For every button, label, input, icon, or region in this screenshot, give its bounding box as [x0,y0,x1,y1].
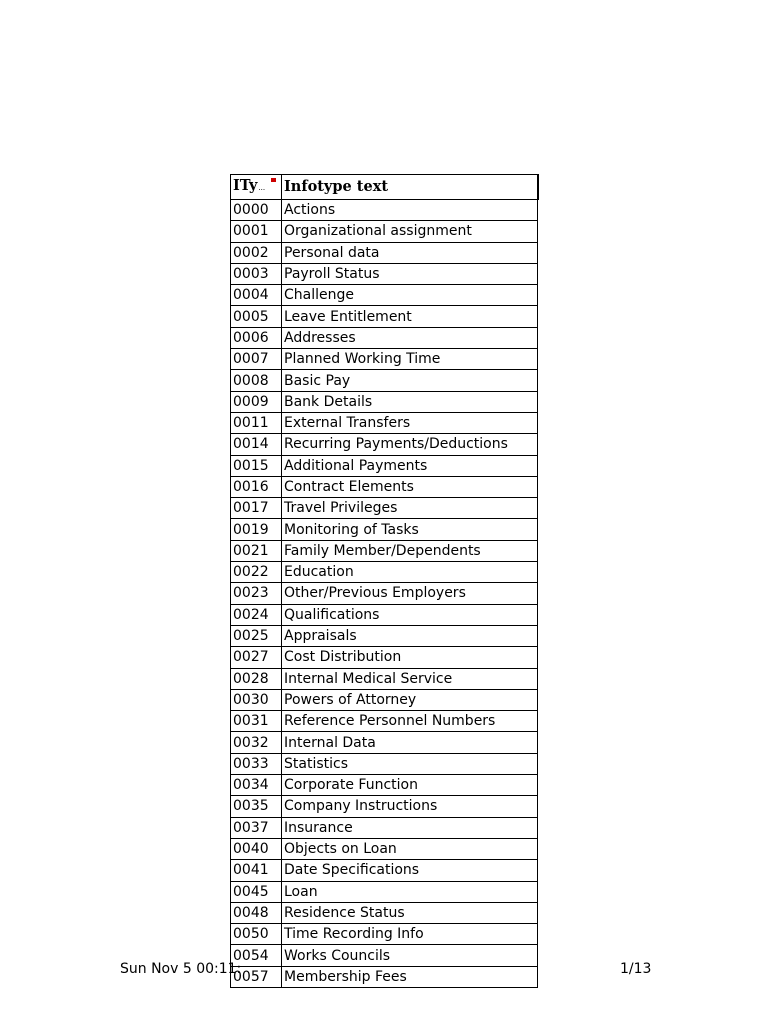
table-row [231,796,538,817]
table-row [231,221,538,242]
table-row [231,860,538,881]
infotype-text-cell[interactable]: Personal data [282,242,538,263]
infotype-code-cell[interactable]: 0015 [231,455,282,476]
infotype-code-cell[interactable]: 0003 [231,263,282,284]
infotype-code-cell[interactable]: 0007 [231,349,282,370]
table-row [231,327,538,348]
infotype-text-cell[interactable]: Actions [282,200,538,221]
infotype-code-cell[interactable]: 0000 [231,200,282,221]
comment-indicator-icon [271,178,276,182]
table-row [231,476,538,497]
infotype-text-cell[interactable]: Challenge [282,285,538,306]
column-header-code-label: ITy [233,177,258,194]
infotype-code-cell[interactable]: 0030 [231,689,282,710]
infotype-code-cell[interactable]: 0031 [231,711,282,732]
infotype-text-cell[interactable]: Family Member/Dependents [282,540,538,561]
infotype-table [230,174,539,988]
table-row [231,732,538,753]
infotype-text-cell[interactable]: Company Instructions [282,796,538,817]
table-row [231,285,538,306]
infotype-text-cell[interactable]: Internal Data [282,732,538,753]
infotype-code-cell[interactable]: 0022 [231,562,282,583]
infotype-code-cell[interactable]: 0025 [231,625,282,646]
infotype-text-cell[interactable]: Date Specifications [282,860,538,881]
infotype-code-cell[interactable]: 0040 [231,838,282,859]
infotype-text-cell[interactable]: Planned Working Time [282,349,538,370]
table-row [231,263,538,284]
table-row [231,242,538,263]
table-row [231,668,538,689]
infotype-code-cell[interactable]: 0014 [231,434,282,455]
infotype-text-cell[interactable]: Time Recording Info [282,924,538,945]
table-row [231,647,538,668]
infotype-code-cell[interactable]: 0048 [231,902,282,923]
table-row [231,583,538,604]
table-row [231,562,538,583]
infotype-code-cell[interactable]: 0050 [231,924,282,945]
infotype-code-cell[interactable]: 0041 [231,860,282,881]
infotype-text-cell[interactable]: Bank Details [282,391,538,412]
table-row [231,924,538,945]
table-row [231,881,538,902]
infotype-text-cell[interactable]: Education [282,562,538,583]
table-row [231,753,538,774]
infotype-code-cell[interactable]: 0006 [231,327,282,348]
infotype-text-cell[interactable]: Monitoring of Tasks [282,519,538,540]
table-row [231,200,538,221]
table-row [231,349,538,370]
column-header-infotype-code[interactable] [231,175,282,200]
infotype-code-cell[interactable]: 0005 [231,306,282,327]
infotype-code-cell[interactable]: 0035 [231,796,282,817]
infotype-text-cell[interactable]: Other/Previous Employers [282,583,538,604]
table-row [231,540,538,561]
print-timestamp: Sun Nov 5 00:11: [120,958,241,980]
infotype-text-cell[interactable]: Insurance [282,817,538,838]
infotype-code-cell[interactable]: 0001 [231,221,282,242]
infotype-text-cell[interactable]: Recurring Payments/Deductions [282,434,538,455]
infotype-code-cell[interactable]: 0054 [231,945,282,966]
infotype-code-cell[interactable]: 0033 [231,753,282,774]
infotype-text-cell[interactable]: Payroll Status [282,263,538,284]
infotype-text-cell[interactable]: Corporate Function [282,775,538,796]
table-row [231,519,538,540]
infotype-text-cell[interactable]: Statistics [282,753,538,774]
table-row [231,689,538,710]
infotype-text-cell[interactable]: Basic Pay [282,370,538,391]
table-row [231,945,538,966]
table-row [231,902,538,923]
infotype-text-cell[interactable]: Additional Payments [282,455,538,476]
infotype-text-cell[interactable]: Leave Entitlement [282,306,538,327]
table-row [231,370,538,391]
infotype-code-cell[interactable]: 0034 [231,775,282,796]
table-row [231,434,538,455]
infotype-text-cell[interactable]: Objects on Loan [282,838,538,859]
table-row [231,625,538,646]
infotype-code-cell[interactable]: 0004 [231,285,282,306]
infotype-text-cell[interactable]: Membership Fees [282,966,538,987]
infotype-code-cell[interactable]: 0017 [231,498,282,519]
infotype-text-cell[interactable]: Residence Status [282,902,538,923]
infotype-code-cell[interactable]: 0024 [231,604,282,625]
infotype-code-cell[interactable]: 0019 [231,519,282,540]
table-row [231,838,538,859]
infotype-text-cell[interactable]: Addresses [282,327,538,348]
table-row [231,391,538,412]
infotype-code-cell[interactable]: 0016 [231,476,282,497]
infotype-text-cell[interactable]: Qualifications [282,604,538,625]
infotype-text-cell[interactable]: Cost Distribution [282,647,538,668]
table-row [231,412,538,433]
infotype-text-cell[interactable]: Organizational assignment [282,221,538,242]
infotype-code-cell[interactable]: 0009 [231,391,282,412]
column-header-truncation-ellipsis: ... [258,184,266,192]
infotype-code-cell[interactable]: 0027 [231,647,282,668]
infotype-code-cell[interactable]: 0045 [231,881,282,902]
table-row [231,455,538,476]
table-header-row [231,175,538,200]
infotype-text-cell[interactable]: Contract Elements [282,476,538,497]
infotype-text-cell[interactable]: Internal Medical Service [282,668,538,689]
infotype-code-cell[interactable]: 0011 [231,412,282,433]
infotype-code-cell[interactable]: 0023 [231,583,282,604]
infotype-text-cell[interactable]: Reference Personnel Numbers [282,711,538,732]
table-row [231,306,538,327]
infotype-code-cell[interactable]: 0057 [231,966,282,987]
infotype-table-body [231,175,538,988]
infotype-text-cell[interactable]: Loan [282,881,538,902]
infotype-text-cell[interactable]: Works Councils [282,945,538,966]
table-row [231,498,538,519]
table-row [231,817,538,838]
infotype-text-cell[interactable]: Travel Privileges [282,498,538,519]
table-row [231,711,538,732]
infotype-code-cell[interactable]: 0021 [231,540,282,561]
infotype-code-cell[interactable]: 0028 [231,668,282,689]
table-row [231,775,538,796]
page-number: 1/13 [620,961,652,977]
infotype-code-cell[interactable]: 0037 [231,817,282,838]
infotype-text-cell[interactable]: Appraisals [282,625,538,646]
table-row [231,966,538,987]
infotype-code-cell[interactable]: 0032 [231,732,282,753]
infotype-text-cell[interactable]: Powers of Attorney [282,689,538,710]
table-row [231,604,538,625]
infotype-code-cell[interactable]: 0002 [231,242,282,263]
infotype-text-cell[interactable]: External Transfers [282,412,538,433]
column-header-infotype-text[interactable]: Infotype text [282,175,538,200]
infotype-code-cell[interactable]: 0008 [231,370,282,391]
